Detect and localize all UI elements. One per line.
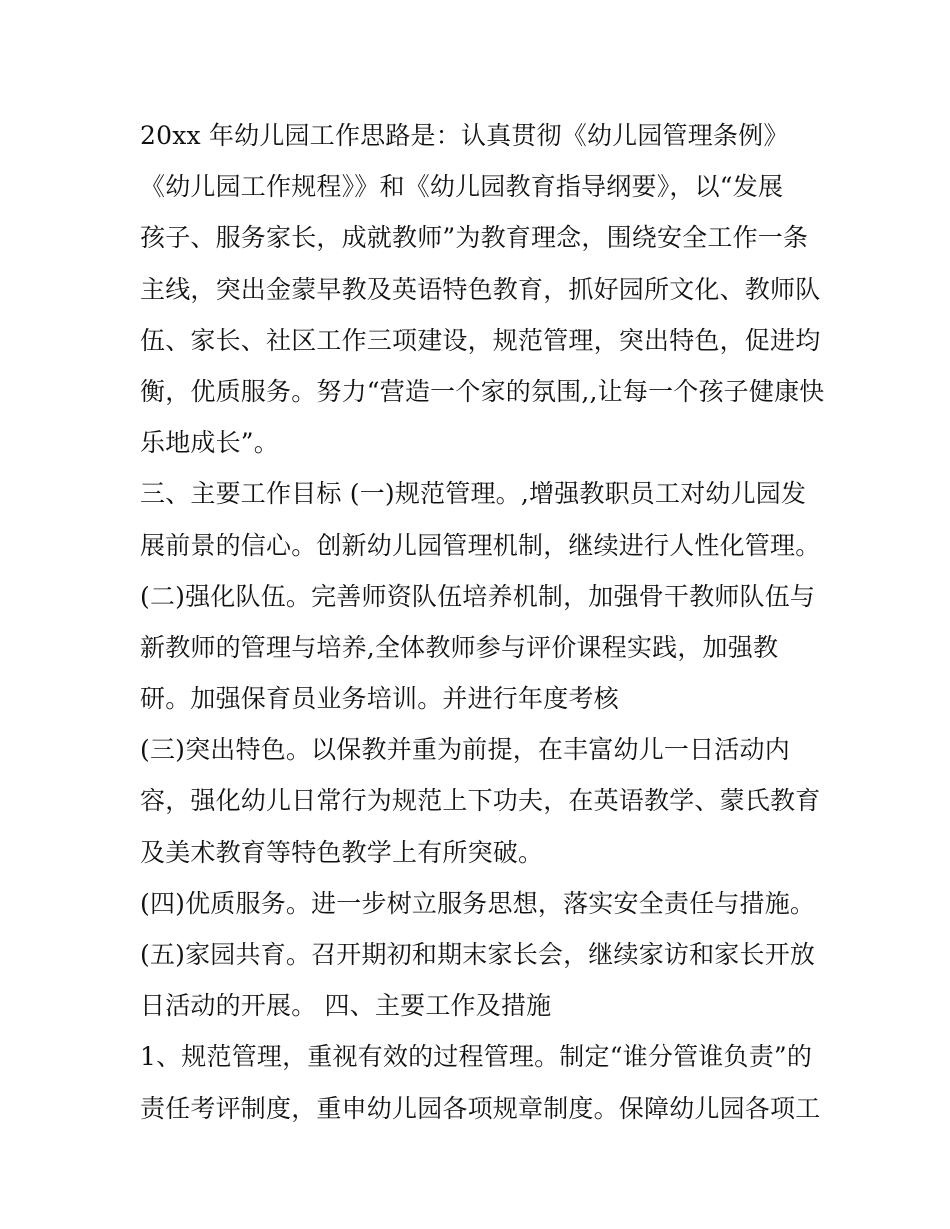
text-line: 容，强化幼儿日常行为规范上下功夫，在英语教学、蒙氏教育 xyxy=(140,786,821,816)
text-line: (三)突出特色。以保教并重为前提，在丰富幼儿一日活动内 xyxy=(140,735,790,765)
text-line: 责任考评制度，重申幼儿园各项规章制度。保障幼儿园各项工 xyxy=(140,1093,821,1123)
text-line: 乐地成长”。 xyxy=(140,428,279,458)
document-body xyxy=(140,110,840,1134)
text-line: (四)优质服务。进一步树立服务思想，落实安全责任与措施。 xyxy=(140,888,816,918)
text-line: (五)家园共育。召开期初和期末家长会，继续家访和家长开放 xyxy=(140,940,816,969)
text-line: 研。加强保育员业务培训。并进行年度考核 xyxy=(140,684,619,714)
text-line: 孩子、服务家长，成就教师”为教育理念，围绕安全工作一条 xyxy=(140,223,809,253)
text-line: 新教师的管理与培养,全体教师参与评价课程实践，加强教 xyxy=(140,632,779,662)
text-line: 展前景的信心。创新幼儿园管理机制，继续进行人性化管理。 xyxy=(140,530,821,560)
text-line: 《幼儿园工作规程》》和《幼儿园教育指导纲要》，以“发展 xyxy=(140,172,784,202)
text-line: 伍、家长、社区工作三项建设，规范管理，突出特色，促进均 xyxy=(140,325,821,355)
text-line: 20xx 年幼儿园工作思路是：认真贯彻《幼儿园管理条例》 xyxy=(140,121,789,150)
text-line: 及美术教育等特色教学上有所突破。 xyxy=(140,837,544,867)
section-heading-line: 日活动的开展。 四、主要工作及措施 xyxy=(140,991,552,1021)
section-heading-line: 三、主要工作目标 (一)规范管理。,增强教职员工对幼儿园发 xyxy=(140,479,807,509)
text-line: 1、规范管理，重视有效的过程管理。制定“谁分管谁负责”的 xyxy=(140,1042,813,1072)
text-line: 衡，优质服务。努力“营造一个家的氛围,,让每一个孩子健康快 xyxy=(140,376,825,406)
text-line: 主线，突出金蒙早教及英语特色教育，抓好园所文化、教师队 xyxy=(140,274,821,304)
text-line: (二)强化队伍。完善师资队伍培养机制，加强骨干教师队伍与 xyxy=(140,581,816,611)
